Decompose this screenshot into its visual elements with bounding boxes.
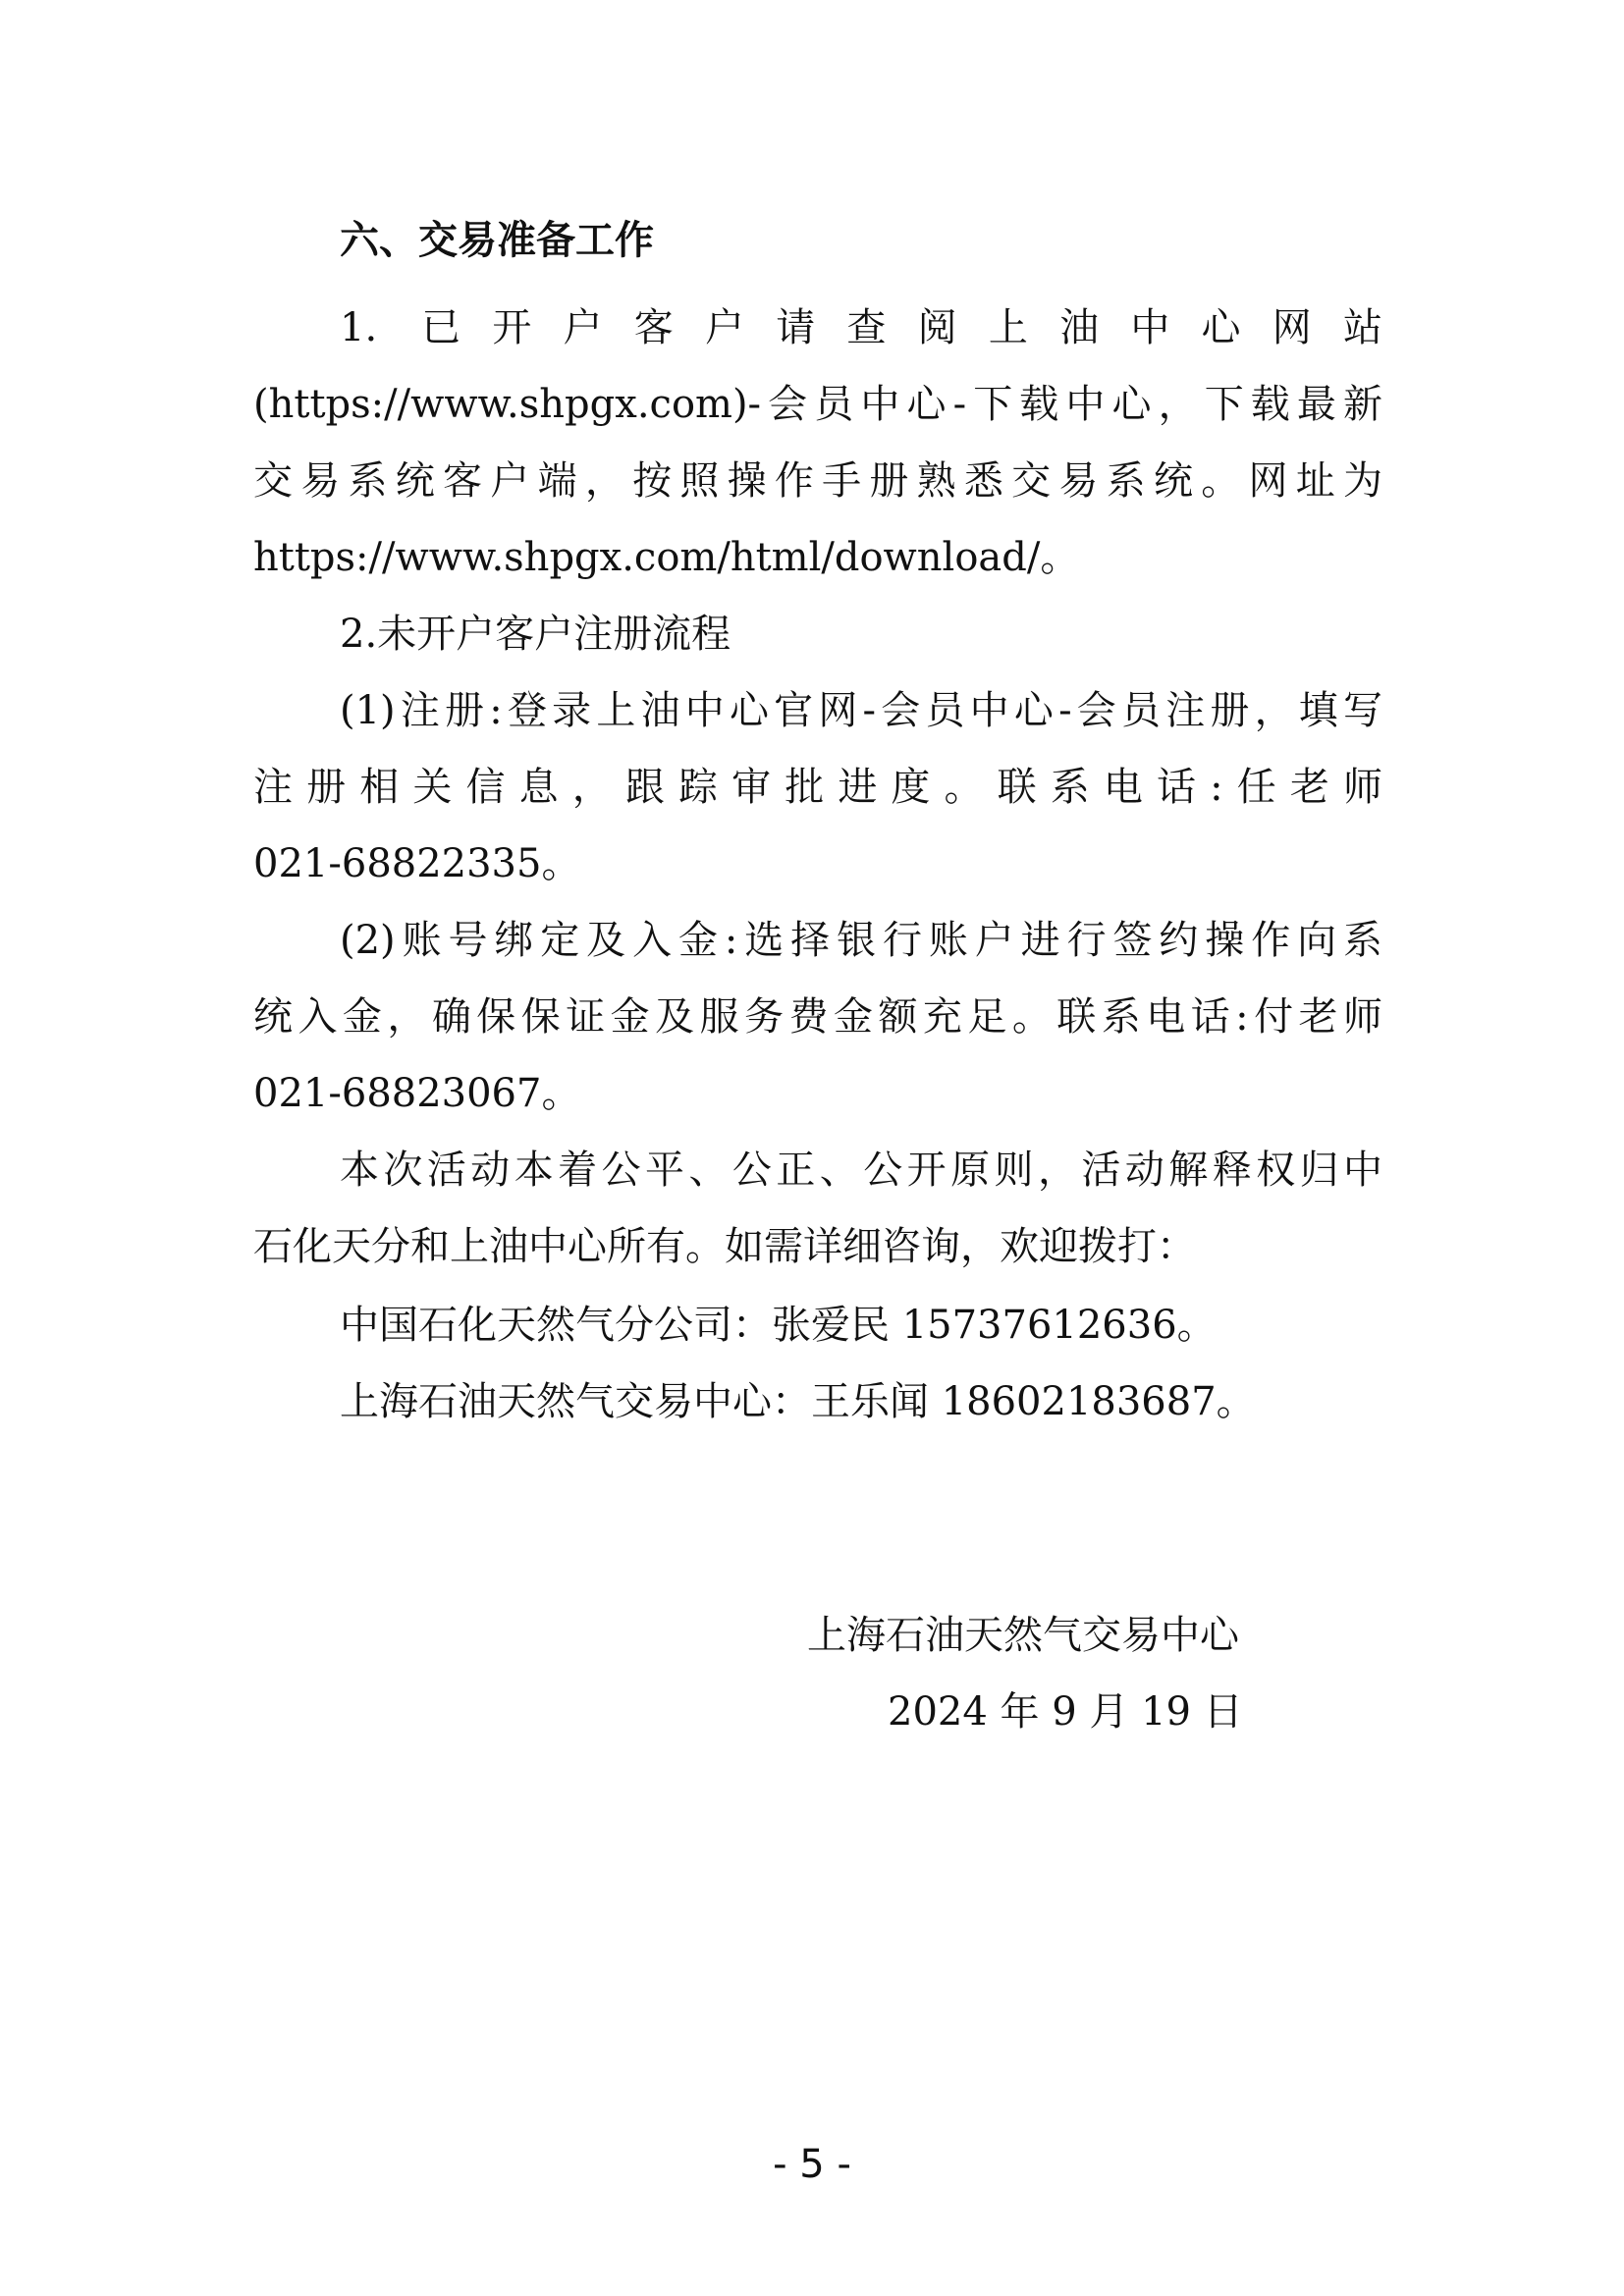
step1-line-2: 注册相关信息，跟踪审批进度。联系电话:任老师	[253, 765, 1382, 810]
step1-line-1: (1)注册:登录上油中心官网-会员中心-会员注册，填写	[340, 688, 1382, 733]
item1-line-3: 交易系统客户端，按照操作手册熟悉交易系统。网址为	[253, 458, 1382, 504]
step1-line-3: 021-68822335。	[253, 841, 581, 886]
item1-line-4: https://www.shpgx.com/html/download/。	[253, 535, 1080, 580]
step2-paragraph	[253, 902, 1382, 1132]
closing-line-2: 石化天分和上油中心所有。如需详细咨询，欢迎拨打：	[253, 1224, 1196, 1269]
closing-paragraph	[253, 1132, 1382, 1285]
item1-line-2: (https://www.shpgx.com)-会员中心-下载中心，下载最新	[253, 382, 1382, 427]
item1-line-1: 1. 已开户客户请查阅上油中心网站	[340, 305, 1382, 350]
item1-paragraph	[253, 290, 1382, 596]
section-heading: 六、交易准备工作	[340, 218, 654, 263]
signature-date: 2024 年 9 月 19 日	[888, 1689, 1243, 1735]
item2-title-paragraph	[253, 596, 1382, 672]
step2-line-1: (2)账号绑定及入金:选择银行账户进行签约操作向系	[340, 918, 1382, 963]
signature-organization: 上海石油天然气交易中心	[807, 1613, 1239, 1658]
contact-shpgx: 上海石油天然气交易中心：王乐闻 18602183687。	[340, 1379, 1256, 1424]
contact-sinopec: 中国石化天然气分公司：张爱民 15737612636。	[340, 1303, 1217, 1348]
step1-paragraph	[253, 672, 1382, 902]
page-number: - 5 -	[773, 2142, 851, 2187]
step2-line-2: 统入金，确保保证金及服务费金额充足。联系电话:付老师	[253, 994, 1382, 1040]
closing-line-1: 本次活动本着公平、公正、公开原则，活动解释权归中	[340, 1148, 1382, 1193]
item2-title: 2.未开户客户注册流程	[340, 612, 731, 657]
step2-line-3: 021-68823067。	[253, 1071, 581, 1116]
